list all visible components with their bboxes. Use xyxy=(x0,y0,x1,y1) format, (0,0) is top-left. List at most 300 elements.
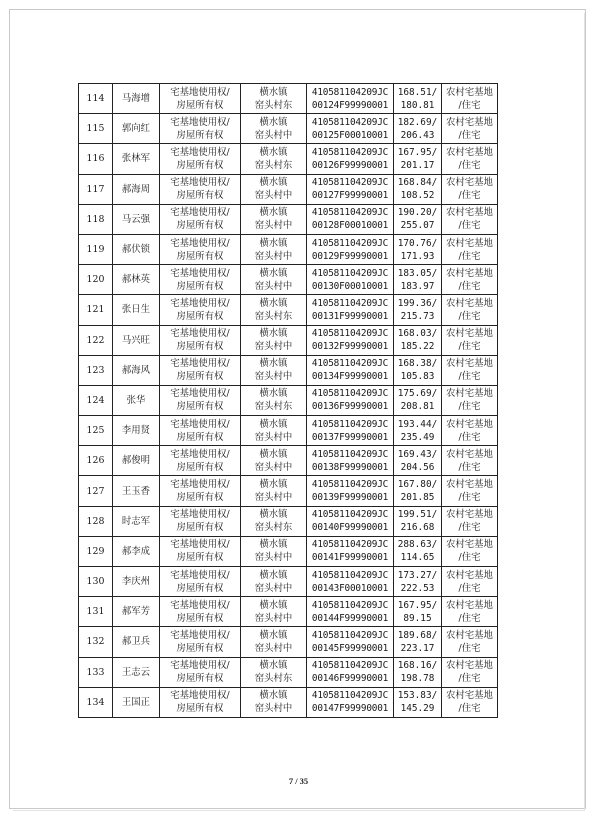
table-row xyxy=(79,416,498,446)
location-cell-line: 窑头村东 xyxy=(254,673,293,685)
right-type-cell-line: 房屋所有权 xyxy=(176,492,224,504)
row-number-cell: 131 xyxy=(79,597,113,627)
area-cell-line: 216.68 xyxy=(400,522,435,534)
location-cell xyxy=(241,174,307,204)
owner-name-cell: 郝俊明 xyxy=(113,446,160,476)
land-use-cell xyxy=(442,506,498,536)
parcel-code-cell xyxy=(307,567,394,597)
parcel-code-cell xyxy=(307,144,394,174)
location-cell-line: 窑头村中 xyxy=(254,492,293,504)
right-type-cell xyxy=(160,385,241,415)
area-cell-line: 215.73 xyxy=(400,310,435,322)
location-cell-line: 窑头村东 xyxy=(254,310,293,322)
area-cell-line: 170.76/ xyxy=(397,237,438,249)
owner-name-cell: 郝海周 xyxy=(113,174,160,204)
right-type-cell-line: 房屋所有权 xyxy=(176,190,224,202)
location-cell-line: 窑头村中 xyxy=(254,612,293,624)
table-row xyxy=(79,627,498,657)
land-use-cell xyxy=(442,567,498,597)
parcel-code-cell-line: 00138F99990001 xyxy=(311,461,389,473)
location-cell-line: 窑头村东 xyxy=(254,522,293,534)
parcel-code-cell-line: 410581104209JC xyxy=(311,539,389,551)
parcel-code-cell-line: 00131F99990001 xyxy=(311,310,389,322)
owner-name-cell: 王志云 xyxy=(113,657,160,687)
area-cell-line: 108.52 xyxy=(400,190,435,202)
area-cell-line: 201.17 xyxy=(400,159,435,171)
location-cell-line: 窑头村中 xyxy=(254,431,293,443)
land-use-cell-line: /住宅 xyxy=(458,401,481,413)
location-cell-line: 横水镇 xyxy=(259,660,288,672)
area-cell-line: 168.84/ xyxy=(397,177,438,189)
area-cell-line: 167.95/ xyxy=(397,599,438,611)
right-type-cell-line: 宅基地使用权/ xyxy=(170,207,230,219)
area-cell-line: 201.85 xyxy=(400,492,435,504)
right-type-cell xyxy=(160,325,241,355)
owner-name-cell: 张日生 xyxy=(113,295,160,325)
location-cell xyxy=(241,687,307,717)
location-cell xyxy=(241,446,307,476)
table-row xyxy=(79,536,498,566)
location-cell-line: 横水镇 xyxy=(259,418,288,430)
location-cell-line: 窑头村东 xyxy=(254,159,293,171)
right-type-cell-line: 宅基地使用权/ xyxy=(170,328,230,340)
parcel-code-cell xyxy=(307,657,394,687)
land-use-cell-line: /住宅 xyxy=(458,673,481,685)
parcel-code-cell xyxy=(307,265,394,295)
parcel-code-cell-line: 00145F99990001 xyxy=(311,642,389,654)
row-number-cell: 126 xyxy=(79,446,113,476)
parcel-code-cell xyxy=(307,234,394,264)
location-cell-line: 横水镇 xyxy=(259,86,288,98)
right-type-cell xyxy=(160,234,241,264)
area-cell-line: 208.81 xyxy=(400,401,435,413)
location-cell xyxy=(241,265,307,295)
area-cell-line: 199.36/ xyxy=(397,297,438,309)
owner-name-cell: 时志军 xyxy=(113,506,160,536)
area-cell xyxy=(394,687,442,717)
area-cell-line: 204.56 xyxy=(400,461,435,473)
row-number-cell: 130 xyxy=(79,567,113,597)
location-cell-line: 横水镇 xyxy=(259,358,288,370)
land-use-cell-line: 农村宅基地 xyxy=(446,358,493,370)
owner-name-cell: 马云强 xyxy=(113,204,160,234)
area-cell-line: 182.69/ xyxy=(397,116,438,128)
table-row xyxy=(79,567,498,597)
parcel-code-cell-line: 00127F99990001 xyxy=(311,190,389,202)
row-number-cell: 114 xyxy=(79,84,113,114)
parcel-code-cell-line: 410581104209JC xyxy=(311,86,389,98)
location-cell-line: 横水镇 xyxy=(259,539,288,551)
owner-name-cell: 马兴旺 xyxy=(113,325,160,355)
row-number-cell: 128 xyxy=(79,506,113,536)
land-use-cell-line: 农村宅基地 xyxy=(446,207,493,219)
table-row xyxy=(79,597,498,627)
owner-name-cell: 郝伏锁 xyxy=(113,234,160,264)
right-type-cell-line: 房屋所有权 xyxy=(176,310,224,322)
table-row xyxy=(79,476,498,506)
row-number-cell: 132 xyxy=(79,627,113,657)
land-use-cell-line: /住宅 xyxy=(458,190,481,202)
right-type-cell xyxy=(160,114,241,144)
row-number-cell: 119 xyxy=(79,234,113,264)
land-use-cell-line: /住宅 xyxy=(458,522,481,534)
location-cell-line: 横水镇 xyxy=(259,146,288,158)
right-type-cell-line: 宅基地使用权/ xyxy=(170,539,230,551)
area-cell-line: 222.53 xyxy=(400,582,435,594)
land-use-cell xyxy=(442,114,498,144)
right-type-cell-line: 宅基地使用权/ xyxy=(170,177,230,189)
right-type-cell-line: 房屋所有权 xyxy=(176,250,224,262)
land-use-cell xyxy=(442,204,498,234)
right-type-cell-line: 宅基地使用权/ xyxy=(170,660,230,672)
land-use-cell xyxy=(442,84,498,114)
right-type-cell-line: 房屋所有权 xyxy=(176,703,224,715)
area-cell xyxy=(394,385,442,415)
owner-name-cell: 马海增 xyxy=(113,84,160,114)
location-cell xyxy=(241,506,307,536)
area-cell-line: 180.81 xyxy=(400,99,435,111)
location-cell-line: 横水镇 xyxy=(259,267,288,279)
location-cell xyxy=(241,84,307,114)
row-number-cell: 134 xyxy=(79,687,113,717)
location-cell xyxy=(241,657,307,687)
location-cell-line: 横水镇 xyxy=(259,569,288,581)
land-use-cell-line: /住宅 xyxy=(458,461,481,473)
land-use-cell xyxy=(442,416,498,446)
parcel-code-cell-line: 00146F99990001 xyxy=(311,673,389,685)
area-cell-line: 169.43/ xyxy=(397,448,438,460)
parcel-code-cell-line: 410581104209JC xyxy=(311,509,389,521)
right-type-cell-line: 宅基地使用权/ xyxy=(170,629,230,641)
owner-name-cell: 郝海风 xyxy=(113,355,160,385)
right-type-cell-line: 宅基地使用权/ xyxy=(170,599,230,611)
land-use-cell xyxy=(442,174,498,204)
land-use-cell-line: /住宅 xyxy=(458,99,481,111)
land-use-cell xyxy=(442,144,498,174)
row-number-cell: 125 xyxy=(79,416,113,446)
area-cell-line: 235.49 xyxy=(400,431,435,443)
area-cell-line: 183.05/ xyxy=(397,267,438,279)
land-use-cell-line: 农村宅基地 xyxy=(446,418,493,430)
land-use-cell-line: 农村宅基地 xyxy=(446,660,493,672)
parcel-code-cell-line: 00136F99990001 xyxy=(311,401,389,413)
parcel-code-cell-line: 410581104209JC xyxy=(311,237,389,249)
land-use-cell-line: /住宅 xyxy=(458,129,481,141)
row-number-cell: 133 xyxy=(79,657,113,687)
row-number-cell: 117 xyxy=(79,174,113,204)
right-type-cell-line: 宅基地使用权/ xyxy=(170,388,230,400)
right-type-cell-line: 宅基地使用权/ xyxy=(170,509,230,521)
land-use-cell xyxy=(442,597,498,627)
land-use-cell xyxy=(442,265,498,295)
right-type-cell-line: 房屋所有权 xyxy=(176,552,224,564)
parcel-code-cell-line: 00125F00010001 xyxy=(311,129,389,141)
area-cell-line: 168.16/ xyxy=(397,660,438,672)
row-number-cell: 116 xyxy=(79,144,113,174)
parcel-code-cell-line: 00143F00010001 xyxy=(311,582,389,594)
location-cell-line: 窑头村中 xyxy=(254,129,293,141)
row-number-cell: 120 xyxy=(79,265,113,295)
area-cell xyxy=(394,234,442,264)
location-cell-line: 横水镇 xyxy=(259,479,288,491)
land-use-cell xyxy=(442,657,498,687)
table-row xyxy=(79,295,498,325)
parcel-code-cell-line: 410581104209JC xyxy=(311,116,389,128)
right-type-cell xyxy=(160,567,241,597)
land-use-cell-line: /住宅 xyxy=(458,220,481,232)
land-use-cell-line: 农村宅基地 xyxy=(446,86,493,98)
right-type-cell-line: 房屋所有权 xyxy=(176,371,224,383)
row-number-cell: 123 xyxy=(79,355,113,385)
right-type-cell-line: 房屋所有权 xyxy=(176,159,224,171)
location-cell-line: 横水镇 xyxy=(259,177,288,189)
parcel-code-cell-line: 00141F99990001 xyxy=(311,552,389,564)
parcel-code-cell xyxy=(307,476,394,506)
location-cell xyxy=(241,536,307,566)
area-cell xyxy=(394,476,442,506)
parcel-code-cell-line: 00137F99990001 xyxy=(311,431,389,443)
area-cell-line: 183.97 xyxy=(400,280,435,292)
area-cell-line: 189.68/ xyxy=(397,629,438,641)
parcel-code-cell-line: 410581104209JC xyxy=(311,660,389,672)
table-row xyxy=(79,114,498,144)
right-type-cell xyxy=(160,174,241,204)
row-number-cell: 118 xyxy=(79,204,113,234)
page-number: 7 / 35 xyxy=(288,776,309,786)
area-cell-line: 255.07 xyxy=(400,220,435,232)
land-use-cell-line: 农村宅基地 xyxy=(446,509,493,521)
right-type-cell xyxy=(160,265,241,295)
land-use-cell-line: /住宅 xyxy=(458,341,481,353)
location-cell xyxy=(241,627,307,657)
owner-name-cell: 王国正 xyxy=(113,687,160,717)
land-use-cell xyxy=(442,687,498,717)
location-cell xyxy=(241,385,307,415)
right-type-cell-line: 宅基地使用权/ xyxy=(170,569,230,581)
location-cell-line: 横水镇 xyxy=(259,297,288,309)
parcel-code-cell-line: 410581104209JC xyxy=(311,418,389,430)
land-use-cell-line: /住宅 xyxy=(458,371,481,383)
right-type-cell-line: 宅基地使用权/ xyxy=(170,448,230,460)
table-row xyxy=(79,204,498,234)
row-number-cell: 127 xyxy=(79,476,113,506)
right-type-cell-line: 房屋所有权 xyxy=(176,522,224,534)
right-type-cell-line: 宅基地使用权/ xyxy=(170,267,230,279)
land-use-cell xyxy=(442,627,498,657)
parcel-code-cell-line: 00140F99990001 xyxy=(311,522,389,534)
right-type-cell xyxy=(160,506,241,536)
right-type-cell-line: 宅基地使用权/ xyxy=(170,690,230,702)
table-row xyxy=(79,506,498,536)
parcel-code-cell xyxy=(307,325,394,355)
area-cell xyxy=(394,627,442,657)
area-cell-line: 168.03/ xyxy=(397,328,438,340)
right-type-cell xyxy=(160,597,241,627)
owner-name-cell: 张林军 xyxy=(113,144,160,174)
area-cell-line: 190.20/ xyxy=(397,207,438,219)
land-use-cell xyxy=(442,234,498,264)
area-cell-line: 168.38/ xyxy=(397,358,438,370)
right-type-cell xyxy=(160,355,241,385)
owner-name-cell: 郭向红 xyxy=(113,114,160,144)
area-cell xyxy=(394,84,442,114)
row-number-cell: 115 xyxy=(79,114,113,144)
area-cell-line: 114.65 xyxy=(400,552,435,564)
area-cell xyxy=(394,174,442,204)
table-row xyxy=(79,446,498,476)
land-use-cell-line: 农村宅基地 xyxy=(446,690,493,702)
area-cell xyxy=(394,295,442,325)
location-cell xyxy=(241,144,307,174)
right-type-cell-line: 房屋所有权 xyxy=(176,341,224,353)
land-use-cell-line: 农村宅基地 xyxy=(446,599,493,611)
location-cell xyxy=(241,476,307,506)
parcel-code-cell xyxy=(307,506,394,536)
area-cell xyxy=(394,114,442,144)
right-type-cell-line: 房屋所有权 xyxy=(176,642,224,654)
parcel-code-cell-line: 00124F99990001 xyxy=(311,99,389,111)
area-cell-line: 193.44/ xyxy=(397,418,438,430)
right-type-cell xyxy=(160,295,241,325)
parcel-code-cell-line: 00130F00010001 xyxy=(311,280,389,292)
location-cell-line: 横水镇 xyxy=(259,509,288,521)
area-cell-line: 198.78 xyxy=(400,673,435,685)
land-use-cell-line: 农村宅基地 xyxy=(446,237,493,249)
land-use-cell-line: 农村宅基地 xyxy=(446,569,493,581)
parcel-code-cell xyxy=(307,627,394,657)
land-use-cell-line: /住宅 xyxy=(458,310,481,322)
land-use-cell-line: /住宅 xyxy=(458,582,481,594)
area-cell-line: 288.63/ xyxy=(397,539,438,551)
location-cell-line: 窑头村东 xyxy=(254,401,293,413)
land-use-cell xyxy=(442,536,498,566)
parcel-code-cell-line: 410581104209JC xyxy=(311,629,389,641)
parcel-code-cell-line: 410581104209JC xyxy=(311,297,389,309)
right-type-cell-line: 房屋所有权 xyxy=(176,280,224,292)
right-type-cell xyxy=(160,416,241,446)
parcel-code-cell-line: 410581104209JC xyxy=(311,207,389,219)
location-cell-line: 窑头村中 xyxy=(254,703,293,715)
parcel-code-cell-line: 00139F99990001 xyxy=(311,492,389,504)
location-cell-line: 窑头村中 xyxy=(254,341,293,353)
parcel-code-cell xyxy=(307,84,394,114)
land-use-cell-line: /住宅 xyxy=(458,552,481,564)
land-use-cell-line: /住宅 xyxy=(458,703,481,715)
owner-name-cell: 张华 xyxy=(113,385,160,415)
area-cell xyxy=(394,536,442,566)
right-type-cell-line: 房屋所有权 xyxy=(176,673,224,685)
row-number-cell: 121 xyxy=(79,295,113,325)
land-use-cell xyxy=(442,476,498,506)
area-cell xyxy=(394,355,442,385)
parcel-code-cell xyxy=(307,385,394,415)
area-cell xyxy=(394,657,442,687)
location-cell-line: 横水镇 xyxy=(259,448,288,460)
land-use-cell-line: 农村宅基地 xyxy=(446,629,493,641)
right-type-cell xyxy=(160,446,241,476)
right-type-cell-line: 房屋所有权 xyxy=(176,220,224,232)
right-type-cell xyxy=(160,536,241,566)
land-use-cell-line: 农村宅基地 xyxy=(446,267,493,279)
location-cell-line: 窑头村中 xyxy=(254,642,293,654)
parcel-code-cell-line: 410581104209JC xyxy=(311,267,389,279)
right-type-cell xyxy=(160,687,241,717)
parcel-code-cell-line: 00134F99990001 xyxy=(311,371,389,383)
location-cell-line: 横水镇 xyxy=(259,237,288,249)
right-type-cell-line: 宅基地使用权/ xyxy=(170,146,230,158)
area-cell-line: 223.17 xyxy=(400,642,435,654)
location-cell-line: 窑头村中 xyxy=(254,371,293,383)
parcel-code-cell xyxy=(307,174,394,204)
land-use-cell-line: 农村宅基地 xyxy=(446,297,493,309)
parcel-code-cell-line: 00132F99990001 xyxy=(311,341,389,353)
parcel-code-cell-line: 410581104209JC xyxy=(311,569,389,581)
right-type-cell-line: 宅基地使用权/ xyxy=(170,418,230,430)
area-cell-line: 173.27/ xyxy=(397,569,438,581)
table-row xyxy=(79,325,498,355)
table-row xyxy=(79,265,498,295)
land-use-cell xyxy=(442,355,498,385)
right-type-cell xyxy=(160,204,241,234)
parcel-code-cell xyxy=(307,355,394,385)
owner-name-cell: 李用贤 xyxy=(113,416,160,446)
land-use-cell xyxy=(442,446,498,476)
right-type-cell-line: 房屋所有权 xyxy=(176,431,224,443)
parcel-code-cell xyxy=(307,114,394,144)
location-cell xyxy=(241,355,307,385)
location-cell xyxy=(241,597,307,627)
land-use-cell-line: /住宅 xyxy=(458,492,481,504)
table-row xyxy=(79,144,498,174)
land-registry-table xyxy=(78,83,498,718)
right-type-cell-line: 宅基地使用权/ xyxy=(170,358,230,370)
area-cell-line: 168.51/ xyxy=(397,86,438,98)
right-type-cell xyxy=(160,657,241,687)
parcel-code-cell xyxy=(307,446,394,476)
location-cell-line: 窑头村中 xyxy=(254,220,293,232)
parcel-code-cell-line: 410581104209JC xyxy=(311,479,389,491)
area-cell xyxy=(394,597,442,627)
location-cell xyxy=(241,114,307,144)
parcel-code-cell xyxy=(307,536,394,566)
location-cell-line: 窑头村中 xyxy=(254,280,293,292)
row-number-cell: 129 xyxy=(79,536,113,566)
land-use-cell xyxy=(442,385,498,415)
land-use-cell-line: /住宅 xyxy=(458,642,481,654)
parcel-code-cell-line: 410581104209JC xyxy=(311,177,389,189)
area-cell-line: 167.95/ xyxy=(397,146,438,158)
parcel-code-cell xyxy=(307,687,394,717)
area-cell-line: 175.69/ xyxy=(397,388,438,400)
area-cell xyxy=(394,325,442,355)
right-type-cell-line: 房屋所有权 xyxy=(176,461,224,473)
location-cell xyxy=(241,295,307,325)
right-type-cell-line: 宅基地使用权/ xyxy=(170,116,230,128)
right-type-cell-line: 宅基地使用权/ xyxy=(170,86,230,98)
area-cell-line: 206.43 xyxy=(400,129,435,141)
parcel-code-cell-line: 00147F99990001 xyxy=(311,703,389,715)
table-row xyxy=(79,174,498,204)
parcel-code-cell-line: 410581104209JC xyxy=(311,448,389,460)
parcel-code-cell-line: 410581104209JC xyxy=(311,690,389,702)
area-cell-line: 89.15 xyxy=(403,612,432,624)
location-cell-line: 横水镇 xyxy=(259,690,288,702)
area-cell-line: 185.22 xyxy=(400,341,435,353)
table-row xyxy=(79,355,498,385)
land-use-cell-line: /住宅 xyxy=(458,612,481,624)
parcel-code-cell-line: 410581104209JC xyxy=(311,146,389,158)
location-cell xyxy=(241,325,307,355)
